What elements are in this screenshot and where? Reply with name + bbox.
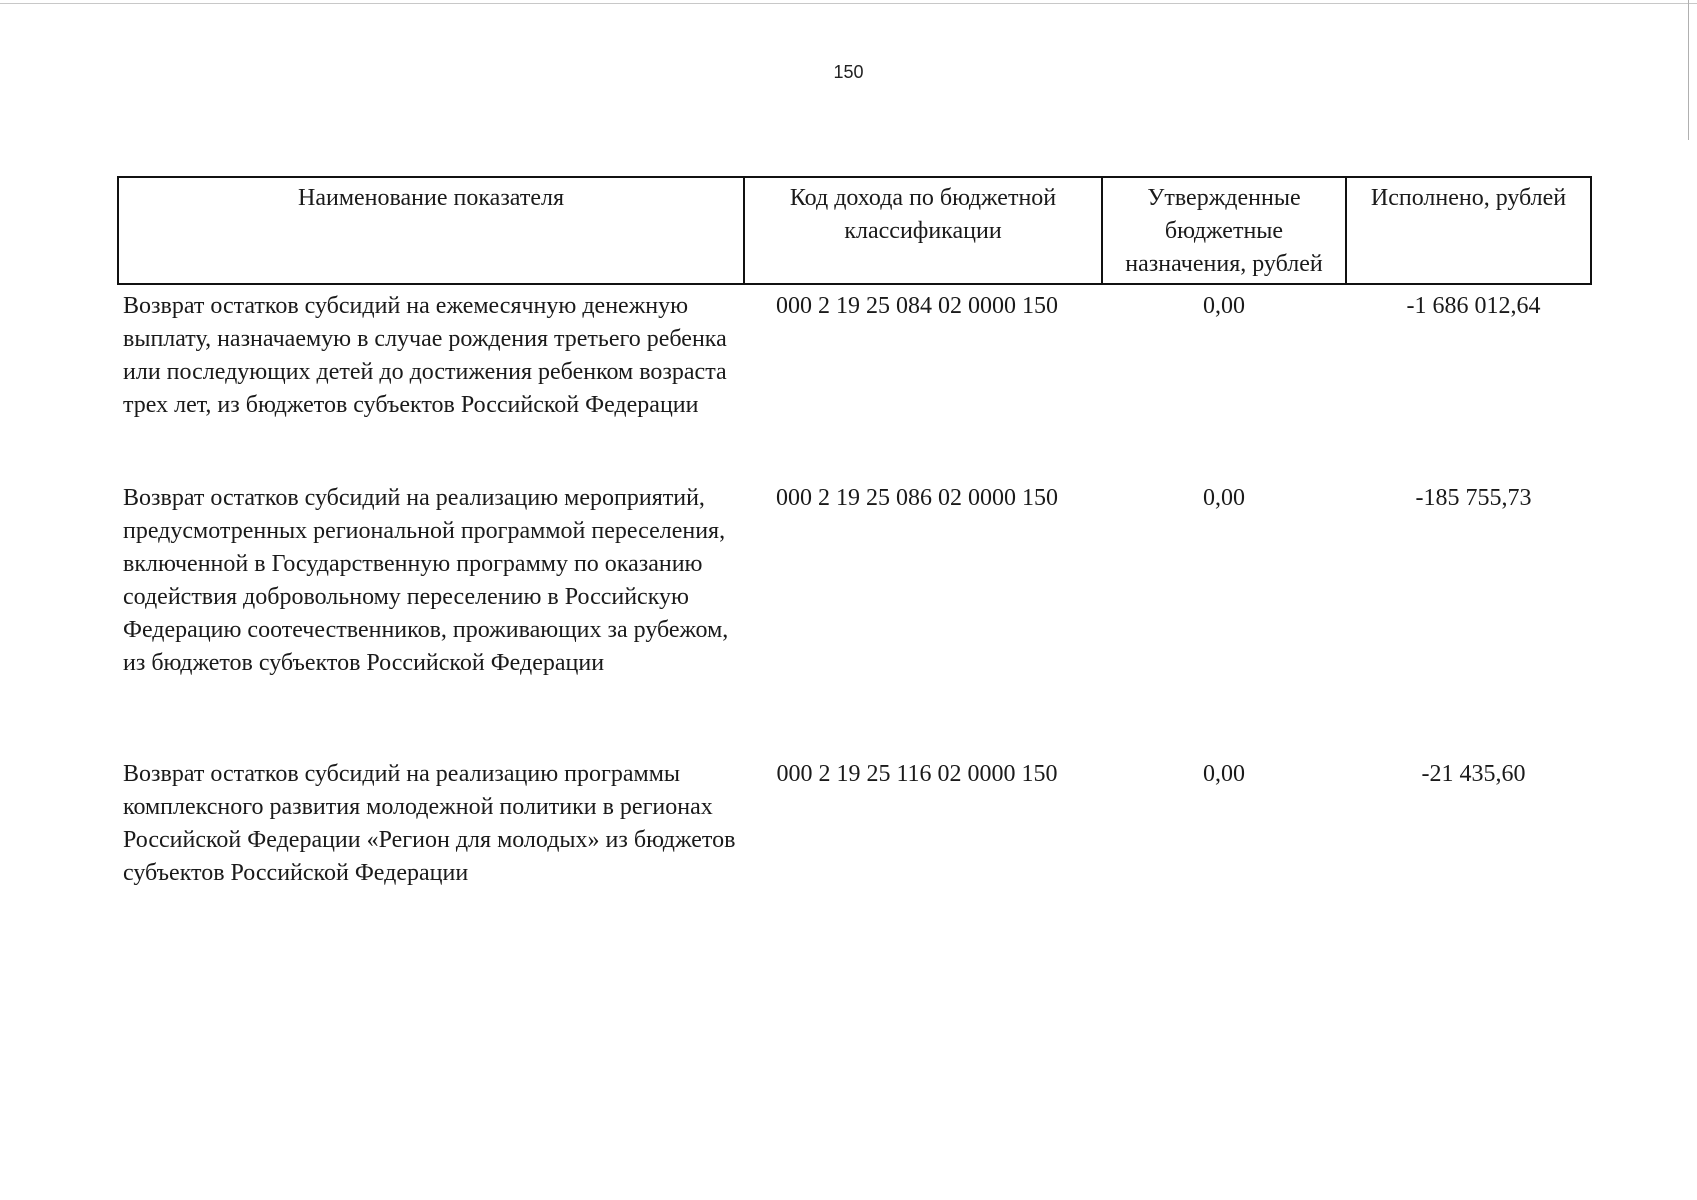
- page-number: 150: [833, 62, 864, 82]
- row-executed-amount: -185 755,73: [1415, 485, 1532, 511]
- header-row: [118, 177, 1591, 284]
- table-header: [118, 177, 1591, 284]
- table-row: [118, 284, 1591, 482]
- table-body: [118, 284, 1591, 958]
- row-budget-code: 000 2 19 25 086 02 0000 150: [776, 485, 1058, 511]
- row-executed-amount: -21 435,60: [1421, 761, 1526, 787]
- row-executed-amount: -1 686 012,64: [1406, 293, 1541, 319]
- header-indicator-name: Наименование показателя: [118, 177, 744, 284]
- header-executed-amount: Исполнено, рублей: [1346, 177, 1591, 284]
- scan-edge-top: [0, 3, 1697, 4]
- row-approved-amount: 0,00: [1203, 293, 1245, 319]
- budget-income-table: [117, 176, 1592, 958]
- row-indicator-name: Возврат остатков субсидий на реализацию программы комплексного развития молодежной политики в регионах Российской Федерации «Регион для молодых» из бюджетов субъектов Российской Федерации: [123, 761, 736, 886]
- row-indicator-name: Возврат остатков субсидий на ежемесячную денежную выплату, назначаемую в случае рождения третьего ребенка или последующих детей до достижения ребенком возраста трех лет, из бюджетов субъектов Российской Федерации: [123, 293, 727, 418]
- table-row: [118, 482, 1591, 758]
- row-budget-code: 000 2 19 25 084 02 0000 150: [776, 293, 1058, 319]
- header-budget-code: Код дохода по бюджетной классификации: [744, 177, 1102, 284]
- row-approved-amount: 0,00: [1203, 761, 1245, 787]
- row-indicator-name: Возврат остатков субсидий на реализацию мероприятий, предусмотренных региональной программой переселения, включенной в Государственную программу по оказанию содействия добровольному переселению в Российскую Федерацию соотечественников, проживающих за рубежом, из бюджетов субъектов Российской Федерации: [123, 485, 729, 676]
- table-row: [118, 758, 1591, 958]
- row-approved-amount: 0,00: [1203, 485, 1245, 511]
- header-approved-amount: Утвержденные бюджетные назначения, рублей: [1102, 177, 1346, 284]
- row-budget-code: 000 2 19 25 116 02 0000 150: [776, 761, 1058, 787]
